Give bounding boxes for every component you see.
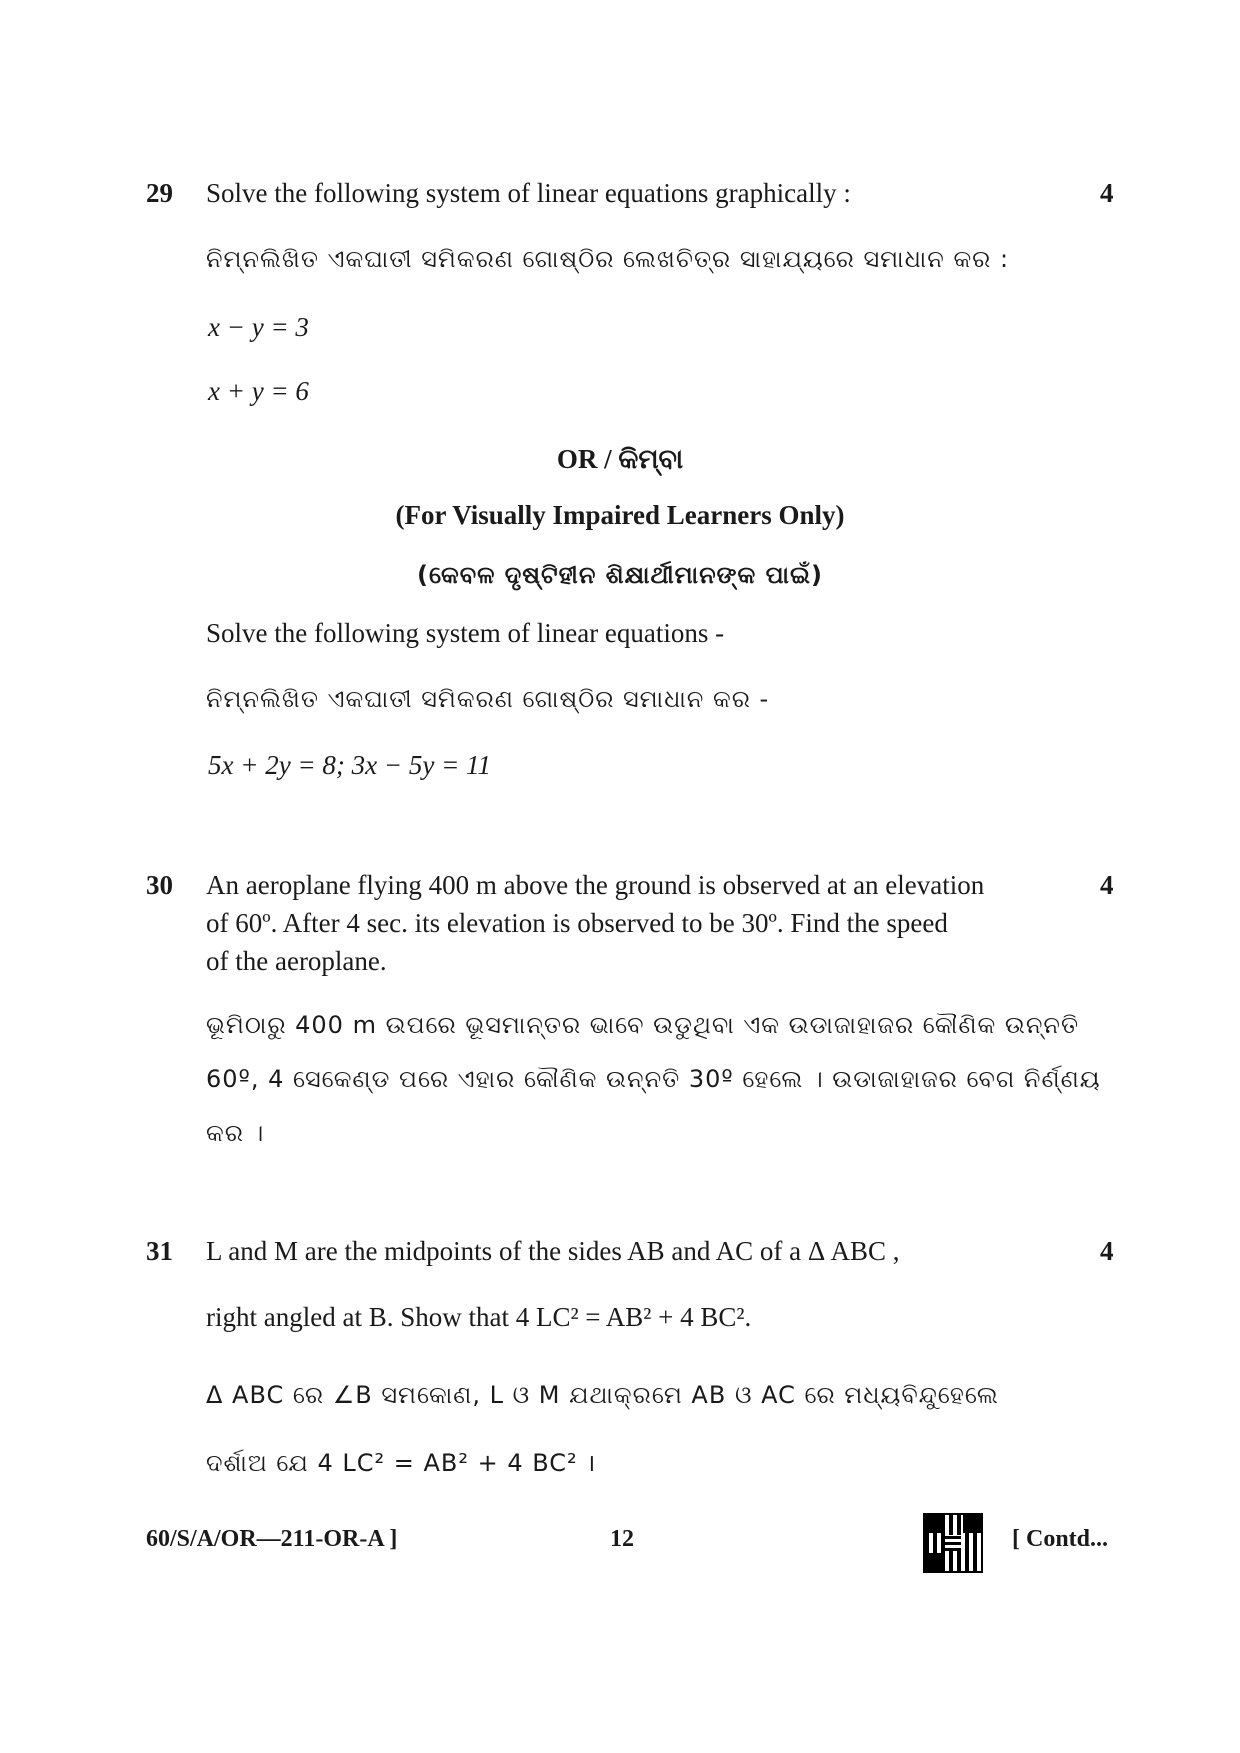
question-31-text-en-line-2: right angled at B. Show that 4 LC² = AB² + 4 BC². — [206, 1302, 752, 1332]
question-29-number: 29 — [146, 178, 173, 208]
visually-impaired-heading-or: (କେବଳ ଦୃଷ୍ଟିହୀନ ଶିକ୍ଷାର୍ଥୀମାନଙ୍କ ପାଇଁ) — [417, 561, 823, 589]
question-29-text-en: Solve the following system of linear equations graphically : — [206, 178, 851, 208]
question-29-equation-1: x − y = 3 — [208, 312, 309, 342]
question-31-number: 31 — [146, 1236, 173, 1266]
question-30-text-or-line-3: କର । — [206, 1119, 265, 1147]
question-31-text-en-line-1: L and M are the midpoints of the sides AB and AC of a Δ ABC , — [206, 1236, 900, 1266]
question-29-alt-equations: 5x + 2y = 8; 3x − 5y = 11 — [208, 750, 492, 780]
question-31-marks: 4 — [1100, 1236, 1114, 1266]
footer-paper-code: 60/S/A/OR—211-OR-A ] — [146, 1526, 398, 1552]
question-29-text-or: ନିମ୍ନଲିଖିତ ଏକଘାତୀ ସମିକରଣ ଗୋଷ୍ଠିର ଲେଖଚିତ୍ର ସାହାଯ୍ୟରେ ସମାଧାନ କର : — [206, 245, 1010, 273]
question-29-alt-text-en: Solve the following system of linear equations - — [206, 618, 725, 648]
question-30-text-en-line-1: An aeroplane flying 400 m above the ground is observed at an elevation — [206, 870, 985, 900]
question-30-text-or-line-1: ଭୂମିଠାରୁ 400 m ଉପରେ ଭୂସମାନ୍ତର ଭାବେ ଉଡୁଥିବା ଏକ ଉଡାଜାହାଜର କୌଣିକ ଉନ୍ନତି — [206, 1011, 1080, 1039]
question-30-text-en-line-2: of 60º. After 4 sec. its elevation is observed to be 30º. Find the speed — [206, 908, 948, 938]
qr-code-icon — [925, 1515, 981, 1571]
question-31-text-or-line-2: ଦର୍ଶାଅ ଯେ 4 LC² = AB² + 4 BC² । — [206, 1449, 597, 1477]
question-29-equation-2: x + y = 6 — [208, 376, 309, 406]
question-30-text-or-line-2: 60º, 4 ସେକେଣ୍ଡ ପରେ ଏହାର କୌଣିକ ଉନ୍ନତି 30º ହେଲେ । ଉଡାଜାହାଜର ବେଗ ନିର୍ଣ୍ଣୟ — [206, 1065, 1101, 1093]
question-30-text-en-line-3: of the aeroplane. — [206, 946, 387, 976]
question-30-number: 30 — [146, 870, 173, 900]
question-30-marks: 4 — [1100, 870, 1114, 900]
question-29-alt-text-or: ନିମ୍ନଲିଖିତ ଏକଘାତୀ ସମିକରଣ ଗୋଷ୍ଠିର ସମାଧାନ କର - — [206, 685, 770, 713]
question-31-text-or-line-1: Δ ABC ରେ ∠B ସମକୋଣ, L ଓ M ଯଥାକ୍ରମେ AB ଓ AC ରେ ମଧ୍ୟବିନ୍ଦୁହେଲେ — [206, 1381, 999, 1409]
visually-impaired-heading-en: (For Visually Impaired Learners Only) — [395, 500, 845, 530]
question-29-marks: 4 — [1100, 178, 1114, 208]
footer-contd: [ Contd... — [1012, 1526, 1109, 1552]
or-divider: OR / କିମ୍ବା — [556, 444, 684, 474]
footer-page-number: 12 — [610, 1526, 634, 1552]
